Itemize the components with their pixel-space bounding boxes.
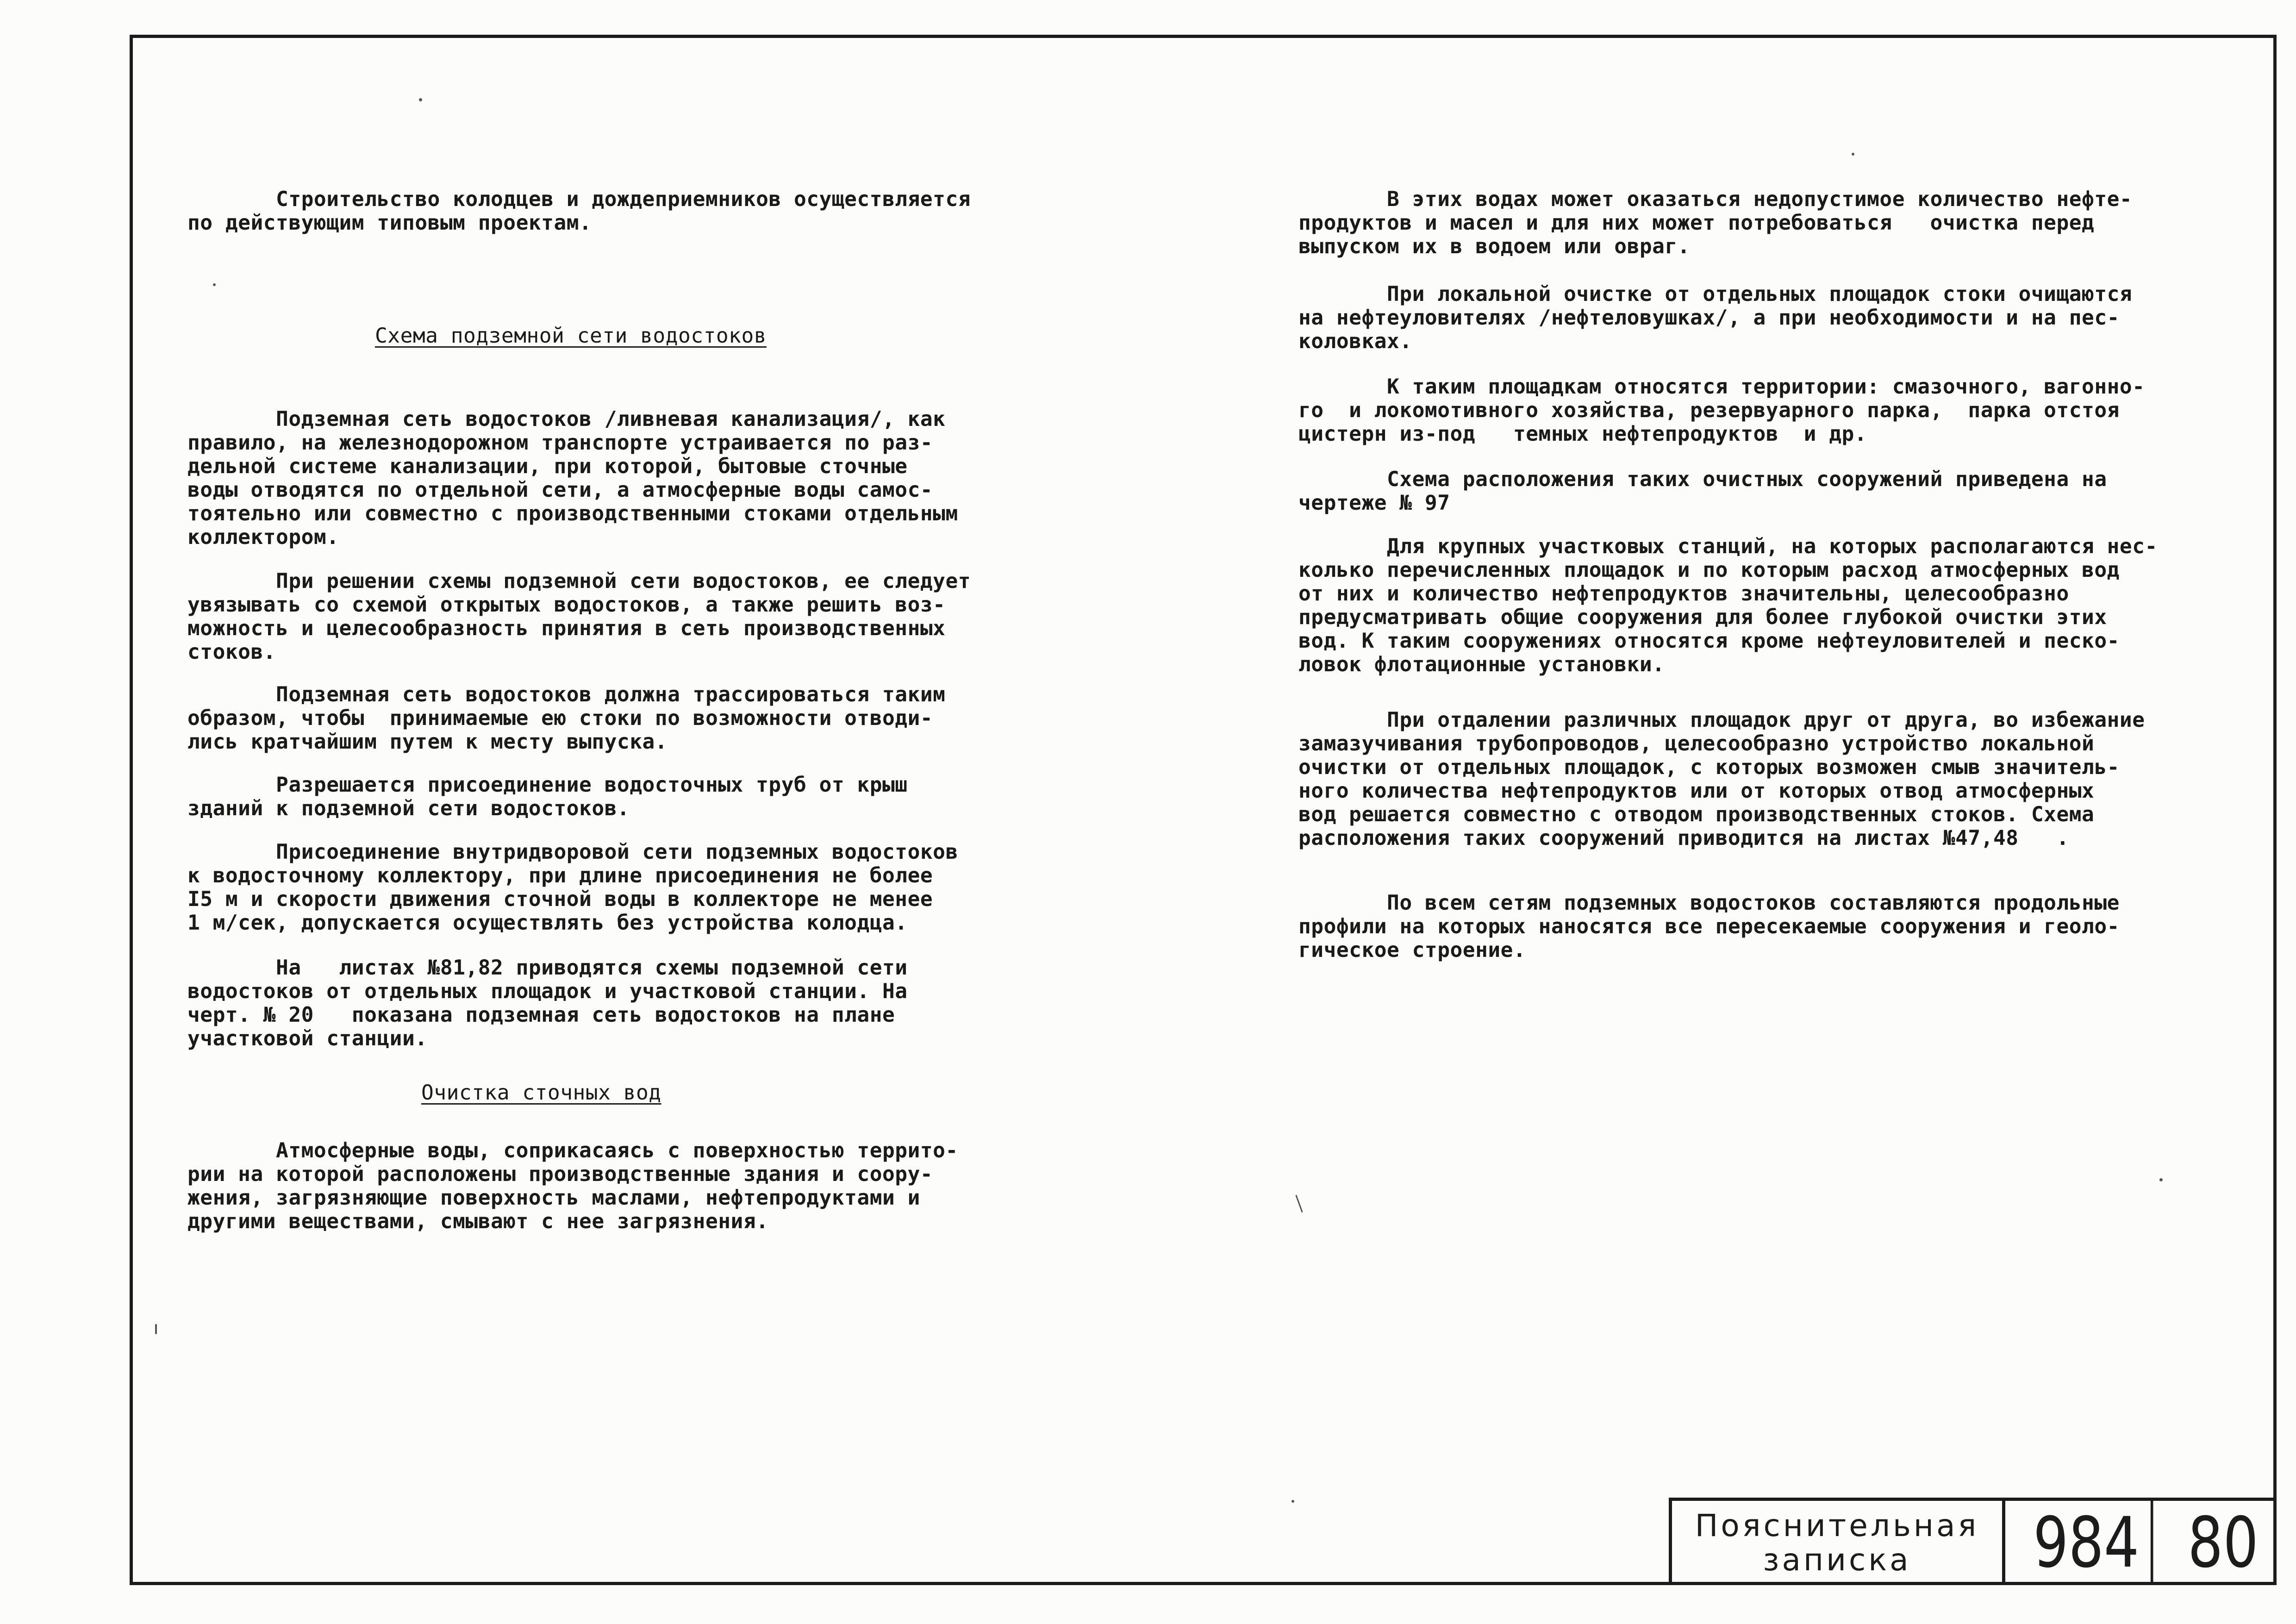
left-paragraph-8: Атмосферные воды, соприкасаясь с поверхностью террито- рии на которой расположены производственные здания и соору- жения, загрязняющие поверхность маслами, нефтепродуктами и другими веществами, смывают с нее загрязнения. [187,1139,958,1233]
right-paragraph-1: В этих водах может оказаться недопустимое количество нефте- продуктов и масел и для них может потребоваться очистка перед выпуском их в водоем или овраг. [1298,187,2133,258]
scan-speck [155,1324,157,1334]
scan-speck [213,283,216,286]
left-paragraph-7: На листах №81,82 приводятся схемы подземной сети водостоков от отдельных площадок и участковой станции. На черт. № 20 показана подземная сеть водостоков на плане участковой станции. [187,956,908,1050]
right-paragraph-2: При локальной очистке от отдельных площадок стоки очищаются на нефтеуловителях /нефтеловушках/, а при необходимости и на пес- коловках. [1298,282,2133,353]
title-block-code: 984 [2022,1501,2153,1585]
title-block-name-line2: записка [1763,1542,1911,1578]
right-paragraph-4: Схема расположения таких очистных сооружений приведена на чертеже № 97 [1298,468,2107,515]
left-paragraph-1: Строительство колодцев и дождеприемников осуществляется по действующим типовым проектам. [187,187,971,235]
title-block-name-line1: Пояснительная [1695,1508,1979,1543]
left-paragraph-6: Присоединение внутридворовой сети подземных водостоков к водосточному коллектору, при длине присоединения не более I5 м и скорости движения сточной воды в коллекторе не менее 1 м/сек, допускается осуществлять без устройства колодца. [187,840,958,935]
heading-wastewater-treatment: Очистка сточных вод [421,1081,661,1105]
left-paragraph-4: Подземная сеть водостоков должна трассироваться таким образом, чтобы принимаемые ею стоки по возможности отводи- лись кратчайшим путем к месту выпуска. [187,683,946,754]
scan-speck [2159,1178,2163,1181]
title-block-document-name [1672,1501,2005,1585]
scan-speck [419,98,422,101]
title-block [1669,1498,2277,1585]
scan-speck [1292,1500,1294,1503]
title-block-sheet-number: 80 [2188,1503,2259,1583]
right-paragraph-6: При отдалении различных площадок друг от друга, во избежание замазучивания трубопроводов, целесообразно устройство локальной очистки от отдельных площадок, с которых возможен смыв значитель- ного количества нефтепродуктов или от которых отвод атмосферных вод решается совместно с отводом производственных стоков. Схема расположения таких сооружений приводится на листах №47,48 . [1298,708,2145,850]
left-paragraph-5: Разрешается присоединение водосточных труб от крыш зданий к подземной сети водостоков. [187,773,908,820]
right-paragraph-7: По всем сетям подземных водостоков составляются продольные профили на которых наносятся все пересекаемые сооружения и геоло- гическое строение. [1298,891,2120,962]
heading-underground-drainage: Схема подземной сети водостоков [375,324,767,348]
left-paragraph-2: Подземная сеть водостоков /ливневая канализация/, как правило, на железнодорожном транспорте устраивается по раз- дельной системе канализации, при которой, бытовые сточные воды отводятся по отдельной сети, а атмосферные воды самос- тоятельно или совместно с производственными стоками отдельным коллектором. [187,407,958,549]
right-paragraph-5: Для крупных участковых станций, на которых располагаются нес- колько перечисленных площадок и по которым расход атмосферных вод от них и количество нефтепродуктов значительны, целесообразно предусматривать общие сооружения для более глубокой очистки этих вод. К таким сооружениях относятся кроме нефтеуловителей и песко- ловок флотационные установки. [1298,535,2158,676]
left-text-column [187,0,1086,1233]
right-text-column [1298,0,2243,962]
scan-speck [1852,153,1854,156]
left-paragraph-3: При решении схемы подземной сети водостоков, ее следует увязывать со схемой открытых водостоков, а также решить воз- можность и целесообразность принятия в сеть производственных стоков. [187,569,971,664]
right-paragraph-3: К таким площадкам относятся территории: смазочного, вагонно- го и локомотивного хозяйства, резервуарного парка, парка отстоя цистерн из-под темных нефтепродуктов и др. [1298,375,2145,446]
